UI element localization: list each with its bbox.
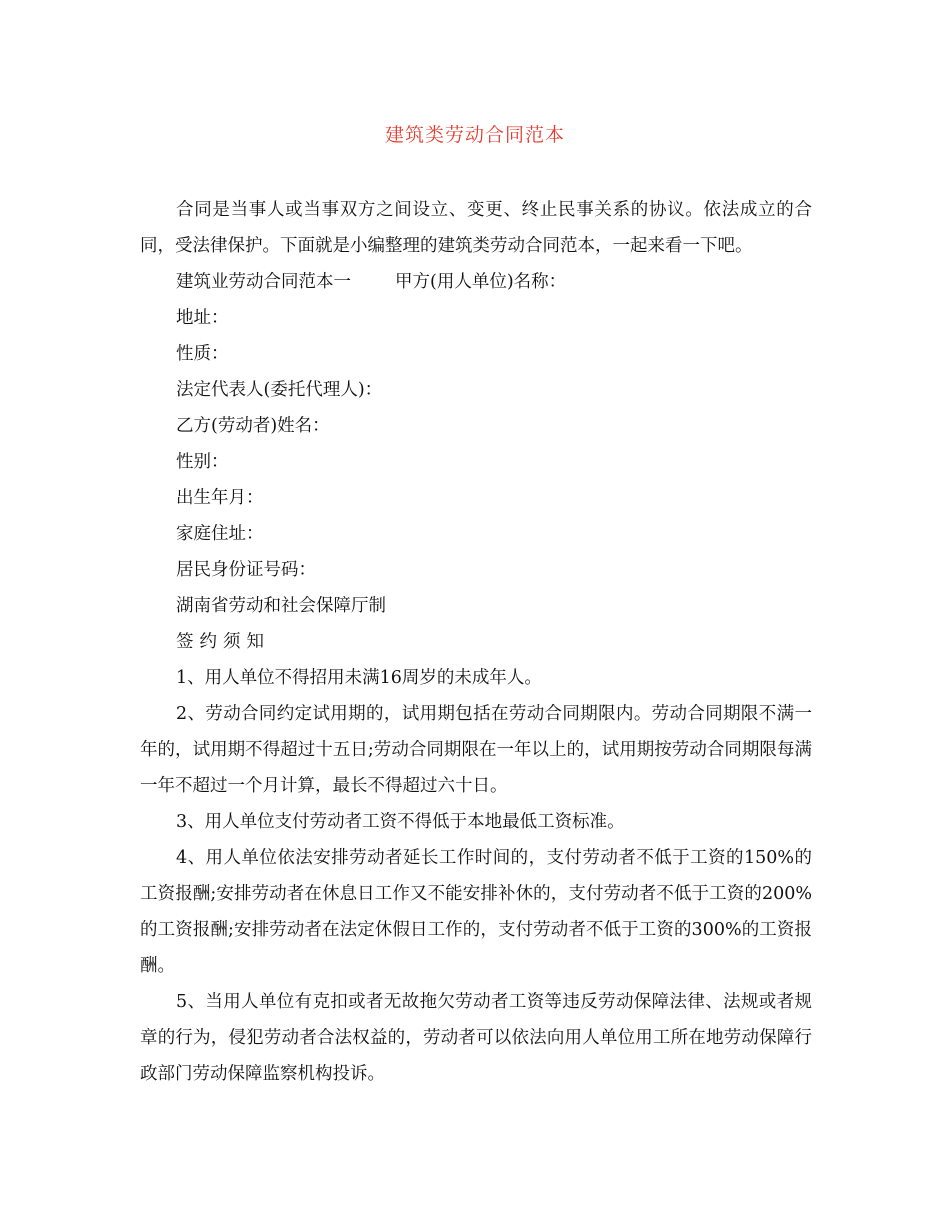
template-heading-line [140, 264, 812, 300]
clause-1: 1、用人单位不得招用未满16周岁的未成年人。 [176, 668, 542, 688]
document-title: 建筑类劳动合同范本 [384, 124, 565, 146]
template-heading: 建筑业劳动合同范本一 [176, 272, 351, 292]
document-body [140, 192, 812, 1092]
notice-heading: 签约须知 [176, 632, 270, 652]
field-address: 地址： [176, 308, 229, 328]
field-nature: 性质： [176, 344, 229, 364]
clause-3: 3、用人单位支付劳动者工资不得低于本地最低工资标准。 [176, 812, 625, 832]
clause-4: 4、用人单位依法安排劳动者延长工作时间的，支付劳动者不低于工资的150%的工资报酬;安排劳动者在休息日工作又不能安排补休的，支付劳动者不低于工资的200%的工资报酬;安排劳动者在法定休假日工作的，支付劳动者不低于工资的300%的工资报酬。 [140, 848, 812, 976]
field-gender: 性别： [176, 452, 229, 472]
field-legal-representative: 法定代表人(委托代理人)： [176, 380, 383, 400]
issuer-line: 湖南省劳动和社会保障厅制 [176, 596, 386, 616]
field-birth-date: 出生年月： [176, 488, 264, 508]
clause-2: 2、劳动合同约定试用期的，试用期包括在劳动合同期限内。劳动合同期限不满一年的，试用期不得超过十五日;劳动合同期限在一年以上的，试用期按劳动合同期限每满一年不超过一个月计算，最长不得超过六十日。 [140, 704, 812, 796]
intro-paragraph: 合同是当事人或当事双方之间设立、变更、终止民事关系的协议。依法成立的合同，受法律保护。下面就是小编整理的建筑类劳动合同范本，一起来看一下吧。 [140, 200, 812, 256]
clause-5: 5、当用人单位有克扣或者无故拖欠劳动者工资等违反劳动保障法律、法规或者规章的行为，侵犯劳动者合法权益的，劳动者可以依法向用人单位用工所在地劳动保障行政部门劳动保障监察机构投诉。 [140, 992, 812, 1084]
field-id-number: 居民身份证号码： [176, 560, 316, 580]
field-home-address: 家庭住址： [176, 524, 264, 544]
field-party-b-name: 乙方(劳动者)姓名： [176, 416, 330, 436]
party-a-name-label: 甲方(用人单位)名称： [395, 272, 567, 292]
